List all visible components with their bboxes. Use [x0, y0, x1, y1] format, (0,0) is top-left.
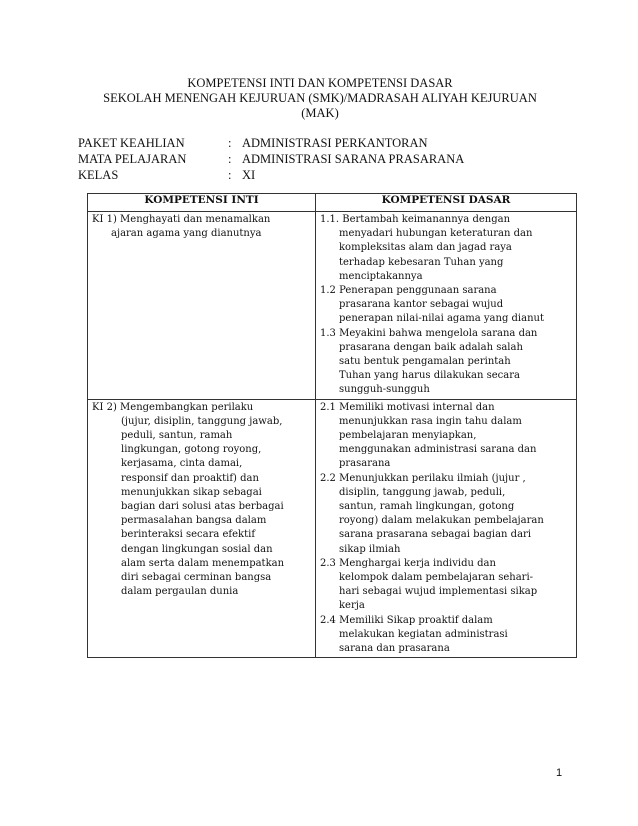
table-row [88, 212, 577, 400]
meta-row-mapel [78, 151, 464, 167]
kd-text-line: pembelajaran menyiapkan, [339, 430, 477, 442]
kd-cell [316, 399, 577, 658]
title-line-2: SEKOLAH MENENGAH KEJURUAN (SMK)/MADRASAH ALIYAH KEJURUAN [103, 91, 537, 105]
meta-row-kelas [78, 167, 464, 183]
kd-heading: 1.1. Bertambah keimanannya dengan [320, 214, 511, 225]
ki-text-line: permasalahan bangsa dalam [121, 515, 267, 527]
kd-cell [316, 212, 577, 400]
kd-text-line: penerapan nilai-nilai agama yang dianut [339, 313, 544, 325]
kd-text-line: menyadari hubungan keteraturan dan [339, 228, 533, 240]
ki-text-line: menunjukkan sikap sebagai [121, 486, 262, 498]
kd-text-line: royong) dalam melakukan pembelajaran [339, 515, 544, 527]
ki-text-line: responsif dan proaktif) dan [121, 472, 259, 484]
meta-key: KELAS [78, 168, 119, 182]
ki-text-line: (jujur, disiplin, tanggung jawab, [121, 415, 283, 427]
kd-item [320, 557, 572, 614]
kd-text-line: sungguh-sungguh [339, 384, 430, 396]
kd-text-line: hari sebagai wujud implementasi sikap [339, 586, 538, 598]
kd-item [320, 614, 572, 657]
kd-text-line: kelompok dalam pembelajaran sehari- [339, 572, 534, 584]
kd-text-line: menggunakan administrasi sarana dan [339, 444, 537, 456]
kd-text-line: prasarana kantor sebagai wujud [339, 299, 504, 311]
meta-value: ADMINISTRASI SARANA PRASARANA [242, 152, 465, 166]
kd-heading: 2.1 Memiliki motivasi internal dan [320, 401, 495, 413]
kd-text-line: sarana dan prasarana [339, 643, 450, 655]
kd-text-line: Tuhan yang harus dilakukan secara [339, 370, 520, 382]
meta-sep: : [228, 168, 232, 182]
kd-text-line: disiplin, tanggung jawab, peduli, [339, 486, 506, 498]
meta-row-paket [78, 135, 464, 151]
ki-text-line: dalam pergaulan dunia [121, 586, 239, 598]
kd-item [320, 213, 572, 284]
ki-text-line: berinteraksi secara efektif [121, 529, 256, 541]
meta-value: ADMINISTRASI PERKANTORAN [242, 136, 428, 150]
meta-value: XI [242, 168, 256, 182]
ki-text-line: peduli, santun, ramah [121, 430, 233, 442]
competency-table [87, 193, 577, 658]
kd-text-line: satu bentuk pengamalan perintah [339, 356, 511, 368]
kd-heading: 2.4 Memiliki Sikap proaktif dalam [320, 614, 493, 626]
header-kompetensi-dasar: KOMPETENSI DASAR [316, 194, 577, 212]
ki-text-line: lingkungan, gotong royong, [121, 444, 262, 456]
meta-info [78, 135, 464, 183]
meta-key: PAKET KEAHLIAN [78, 136, 185, 150]
kd-text-line: sarana prasarana sebagai bagian dari [339, 529, 532, 541]
kd-item [320, 472, 572, 557]
ki-text-line: ajaran agama yang dianutnya [111, 228, 262, 240]
ki-text-line: bagian dari solusi atas berbagai [121, 501, 284, 513]
kd-heading: 2.2 Menunjukkan perilaku ilmiah (jujur , [320, 472, 526, 484]
page-number: 1 [556, 767, 563, 779]
kd-heading: 2.3 Menghargai kerja individu dan [320, 557, 496, 569]
kd-text-line: prasarana dengan baik adalah salah [339, 341, 523, 353]
meta-sep: : [228, 136, 232, 150]
kd-text-line: melakukan kegiatan administrasi [339, 628, 508, 640]
table-row [88, 399, 577, 658]
ki-text-line: dengan lingkungan sosial dan [121, 543, 273, 555]
ki-cell [88, 399, 316, 658]
meta-sep: : [228, 152, 232, 166]
title-line-1: KOMPETENSI INTI DAN KOMPETENSI DASAR [187, 76, 453, 90]
kd-item [320, 401, 572, 472]
kd-text-line: kompleksitas alam dan jagad raya [339, 242, 512, 254]
meta-key: MATA PELAJARAN [78, 152, 187, 166]
title-line-3: (MAK) [301, 106, 339, 120]
kd-text-line: prasarana [339, 458, 391, 470]
kd-text-line: sikap ilmiah [339, 543, 401, 555]
table-header-row [88, 194, 577, 212]
ki-cell [88, 212, 316, 400]
kd-heading: 1.2 Penerapan penggunaan sarana [320, 285, 497, 297]
kd-item [320, 327, 572, 398]
ki-heading: KI 1) Menghayati dan menamalkan [92, 214, 271, 225]
kd-heading: 1.3 Meyakini bahwa mengelola sarana dan [320, 327, 538, 339]
ki-text-line: diri sebagai cerminan bangsa [121, 572, 272, 584]
ki-text-line: alam serta dalam menempatkan [121, 557, 285, 569]
kd-text-line: kerja [339, 600, 365, 612]
ki-heading: KI 2) Mengembangkan perilaku [92, 401, 254, 413]
ki-text-line: kerjasama, cinta damai, [121, 458, 243, 470]
header-kompetensi-inti: KOMPETENSI INTI [88, 194, 316, 212]
kd-item [320, 284, 572, 327]
kd-text-line: menciptakannya [339, 270, 423, 282]
kd-text-line: terhadap kebesaran Tuhan yang [339, 256, 504, 268]
kd-text-line: santun, ramah lingkungan, gotong [339, 501, 515, 513]
kd-text-line: menunjukkan rasa ingin tahu dalam [339, 415, 522, 427]
document-title [60, 76, 580, 121]
